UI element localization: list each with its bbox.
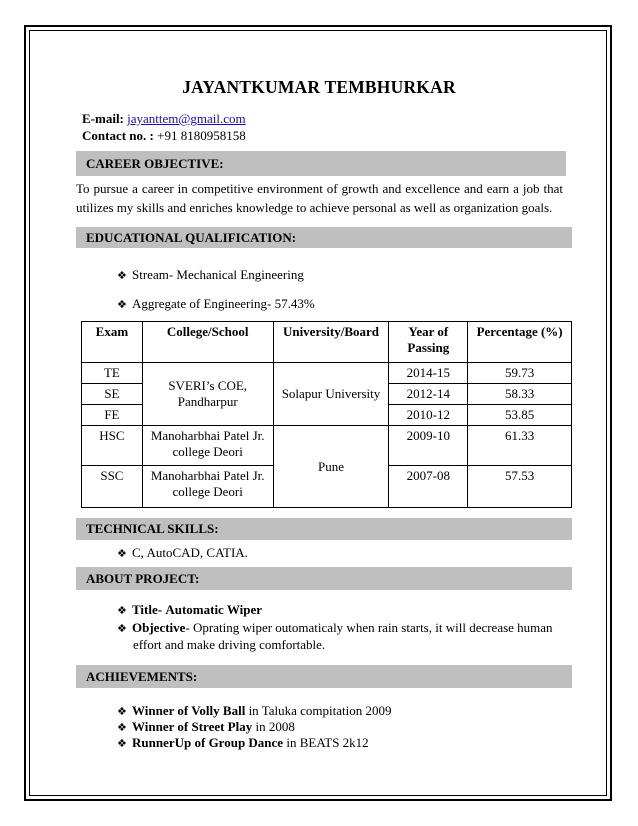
technical-skills-heading: TECHNICAL SKILLS: [76, 518, 572, 540]
header-exam: Exam [82, 322, 143, 363]
cell-college: Manoharbhai Patel Jr. college Deori [142, 466, 273, 508]
education-table [81, 321, 572, 508]
achievement-rest: in Taluka compitation 2009 [245, 703, 392, 718]
cell-exam: SSC [82, 466, 143, 508]
diamond-bullet-icon: ❖ [117, 705, 127, 718]
email-label: E-mail: [82, 111, 124, 126]
cell-engg-university: Solapur University [273, 363, 389, 426]
cell-percentage: 58.33 [468, 384, 572, 405]
education-heading: EDUCATIONAL QUALIFICATION: [76, 227, 572, 248]
cell-percentage: 61.33 [468, 426, 572, 466]
achievement-rest: in 2008 [252, 719, 295, 734]
cell-percentage: 59.73 [468, 363, 572, 384]
diamond-bullet-icon: ❖ [117, 547, 127, 560]
project-title: Automatic Wiper [165, 602, 262, 617]
career-objective-heading: CAREER OBJECTIVE: [76, 151, 566, 176]
table-row [82, 363, 572, 384]
header-university: University/Board [273, 322, 389, 363]
diamond-bullet-icon: ❖ [117, 269, 127, 282]
header-college: College/School [142, 322, 273, 363]
diamond-bullet-icon: ❖ [117, 298, 127, 311]
cell-exam: FE [82, 405, 143, 426]
project-objective-bullet [117, 620, 553, 636]
phone-label: Contact no. : [82, 128, 154, 143]
diamond-bullet-icon: ❖ [117, 604, 127, 617]
achievement-item [117, 735, 369, 751]
achievement-bold: RunnerUp of Group Dance [132, 735, 284, 750]
resume-name: JAYANTKUMAR TEMBHURKAR [182, 77, 456, 97]
achievement-bold: Winner of Volly Ball [132, 703, 246, 718]
skills-bullet [117, 545, 248, 561]
project-objective-line1: - Oprating wiper outomaticaly when rain starts, it will decrease human [185, 620, 553, 635]
project-heading: ABOUT PROJECT: [76, 567, 572, 590]
cell-percentage: 57.53 [468, 466, 572, 508]
diamond-bullet-icon: ❖ [117, 737, 127, 750]
cell-year: 2012-14 [389, 384, 468, 405]
table-row [82, 426, 572, 466]
contact-block [82, 110, 246, 144]
cell-engg-college: SVERI’s COE, Pandharpur [142, 363, 273, 426]
cell-exam: TE [82, 363, 143, 384]
cell-college: Manoharbhai Patel Jr. college Deori [142, 426, 273, 466]
career-objective-text: To pursue a career in competitive environment of growth and excellence and earn a job that utilizes my skills and enriches knowledge to achieve personal as well as organization goals. [76, 181, 563, 215]
cell-year: 2014-15 [389, 363, 468, 384]
cell-year: 2007-08 [389, 466, 468, 508]
project-title-label: Title- [132, 602, 163, 617]
achievement-bold: Winner of Street Play [132, 719, 253, 734]
diamond-bullet-icon: ❖ [117, 721, 127, 734]
project-objective-line2: effort and make driving comfortable. [133, 637, 326, 652]
table-header-row [82, 322, 572, 363]
achievement-item [117, 719, 295, 735]
header-year: Year of Passing [389, 322, 468, 363]
cell-year: 2009-10 [389, 426, 468, 466]
cell-exam: HSC [82, 426, 143, 466]
project-title-bullet [117, 602, 262, 618]
stream-text: Stream- Mechanical Engineering [132, 267, 304, 282]
cell-board: Pune [273, 426, 389, 508]
skills-text: C, AutoCAD, CATIA. [132, 545, 248, 560]
header-percentage: Percentage (%) [468, 322, 572, 363]
phone-line [82, 127, 246, 144]
cell-year: 2010-12 [389, 405, 468, 426]
email-line [82, 110, 246, 127]
achievement-rest: in BEATS 2k12 [283, 735, 369, 750]
diamond-bullet-icon: ❖ [117, 622, 127, 635]
cell-percentage: 53.85 [468, 405, 572, 426]
achievement-item [117, 703, 391, 719]
aggregate-bullet [117, 296, 315, 312]
cell-exam: SE [82, 384, 143, 405]
phone-value: +91 8180958158 [157, 128, 246, 143]
aggregate-text: Aggregate of Engineering- 57.43% [132, 296, 315, 311]
email-link[interactable]: jayanttem@gmail.com [127, 111, 246, 126]
achievements-heading: ACHIEVEMENTS: [76, 665, 572, 688]
stream-bullet [117, 267, 304, 283]
project-objective-label: Objective [132, 620, 186, 635]
